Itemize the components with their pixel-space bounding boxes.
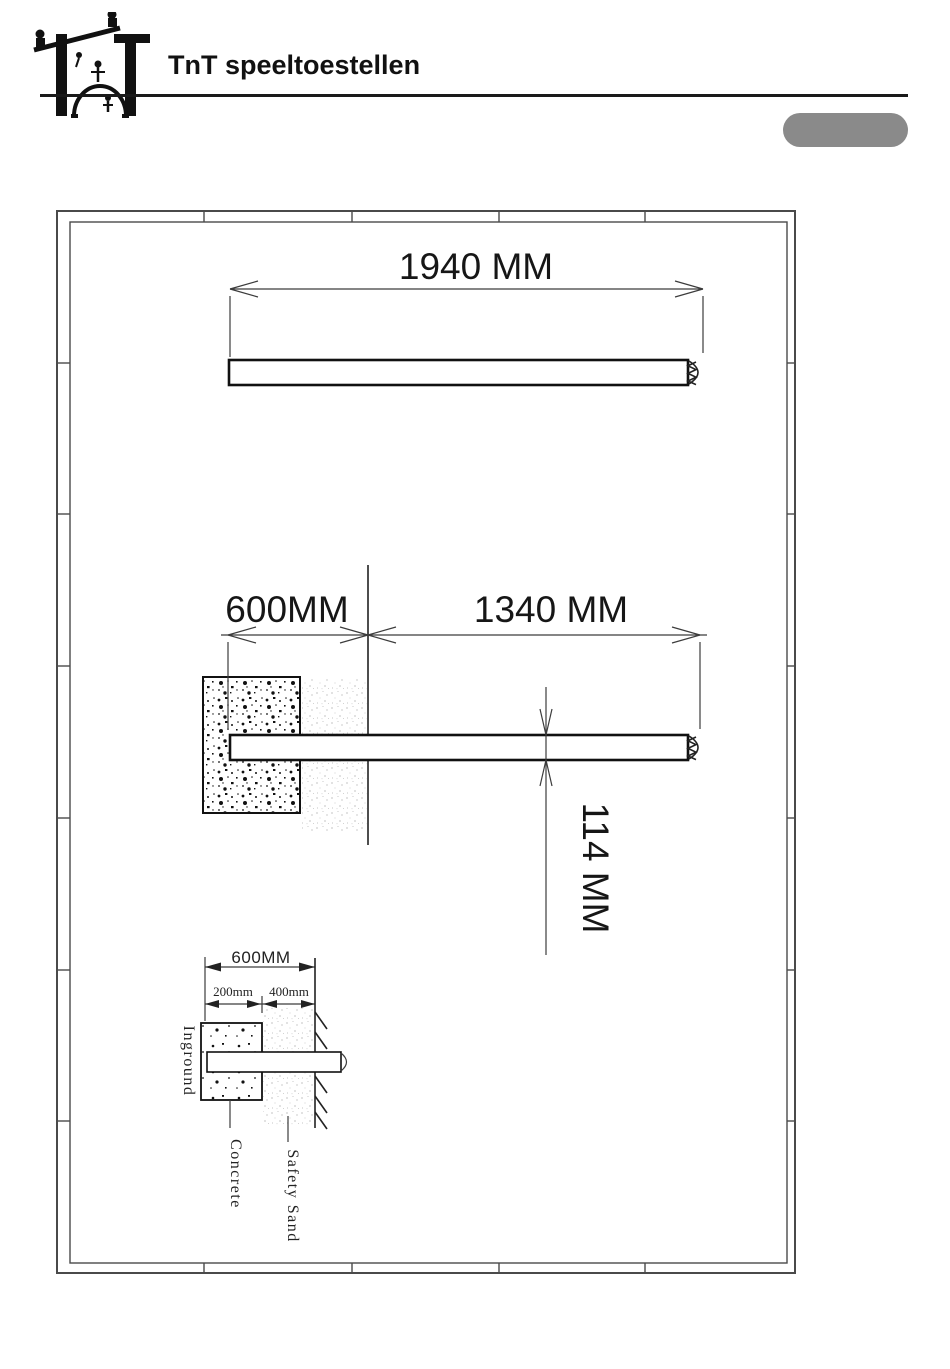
dim-detail-concrete: 200mm bbox=[213, 984, 253, 999]
dim-total-length: 1940 MM bbox=[398, 246, 554, 287]
ground-surface-line bbox=[315, 958, 327, 1129]
tube bbox=[230, 735, 688, 760]
dim-detail-total: 600MM bbox=[231, 948, 291, 967]
dim-tube-diameter: 114 MM bbox=[575, 802, 616, 934]
dim-inground: 600MM bbox=[225, 589, 349, 630]
label-safety-sand: Safety Sand bbox=[284, 1149, 301, 1243]
dim-detail-sand: 400mm bbox=[269, 984, 309, 999]
dim-diameter-lines bbox=[540, 687, 552, 955]
detail-tube bbox=[207, 1052, 341, 1072]
company-title: TnT speeltoestellen bbox=[168, 50, 421, 80]
view-side-foundation bbox=[203, 565, 707, 955]
label-concrete: Concrete bbox=[227, 1139, 244, 1209]
dim-above-ground: 1340 MM bbox=[473, 589, 629, 630]
view-foundation-detail bbox=[180, 948, 347, 1243]
view-total-length bbox=[229, 246, 703, 385]
label-inground: Inground bbox=[180, 1025, 197, 1097]
